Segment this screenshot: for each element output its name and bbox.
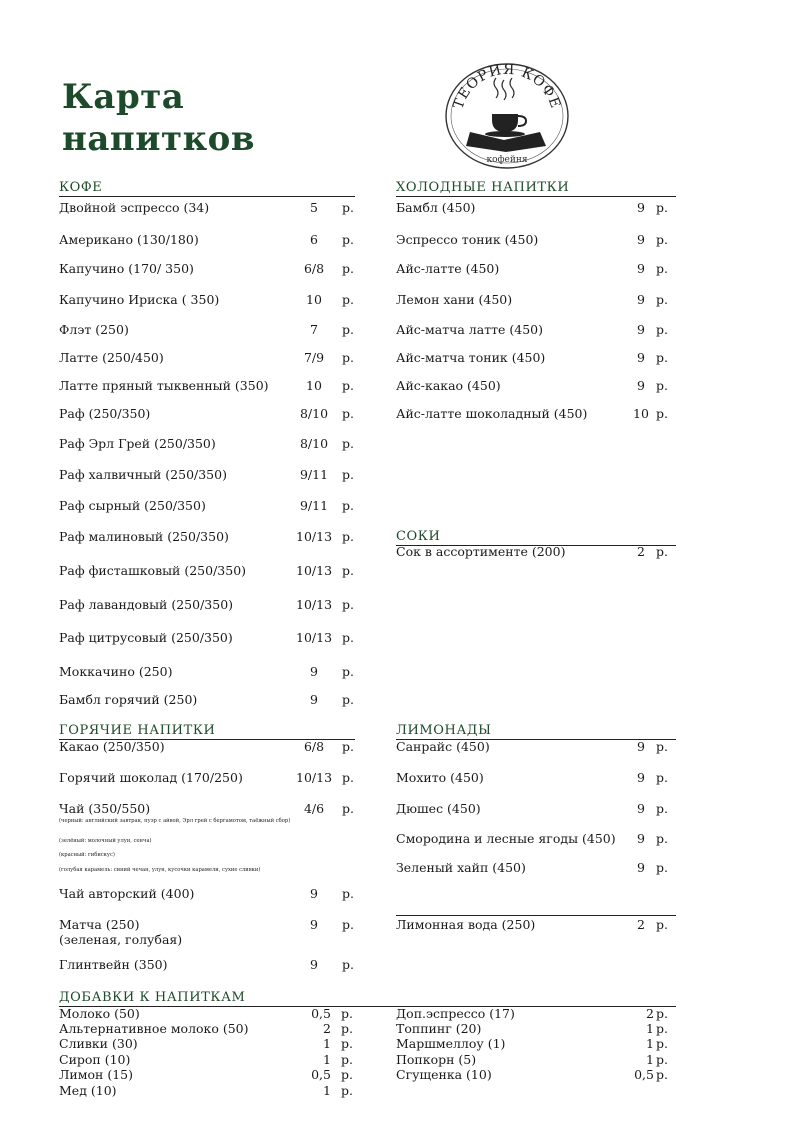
- logo-bottom-text: кофейня: [486, 155, 528, 165]
- tea-note: (зелёный: молочный улун, сенча): [59, 838, 152, 844]
- title-line-1: Карта: [62, 77, 185, 117]
- section-header-lemonades: ЛИМОНАДЫ: [396, 723, 676, 740]
- logo-top-text: ТЕОРИЯ КОФЕ: [450, 62, 564, 112]
- section-header-addons: ДОБАВКИ К НАПИТКАМ: [59, 990, 676, 1007]
- divider: [396, 915, 676, 916]
- cafe-logo: [444, 62, 570, 172]
- section-header-juices: СОКИ: [396, 529, 676, 546]
- svg-text:ТЕОРИЯ КОФЕ: [451, 62, 564, 111]
- tea-note: (красный: гибискус): [59, 852, 115, 858]
- title-line-2: напитков: [62, 119, 255, 159]
- section-header-coffee: КОФЕ: [59, 180, 355, 197]
- tea-note: (черный: английский завтрак, пуэр с айвой, Эрл грей с бергамотом, таёжный сбор): [59, 818, 291, 824]
- section-header-cold: ХОЛОДНЫЕ НАПИТКИ: [396, 180, 676, 197]
- section-header-hot: ГОРЯЧИЕ НАПИТКИ: [59, 723, 355, 740]
- tea-note: (голубая карамель: синий чечан, улун, кусочки карамели, сухие сливки): [59, 867, 261, 873]
- matcha-note: (зеленая, голубая): [59, 932, 183, 947]
- page-title: [62, 76, 255, 160]
